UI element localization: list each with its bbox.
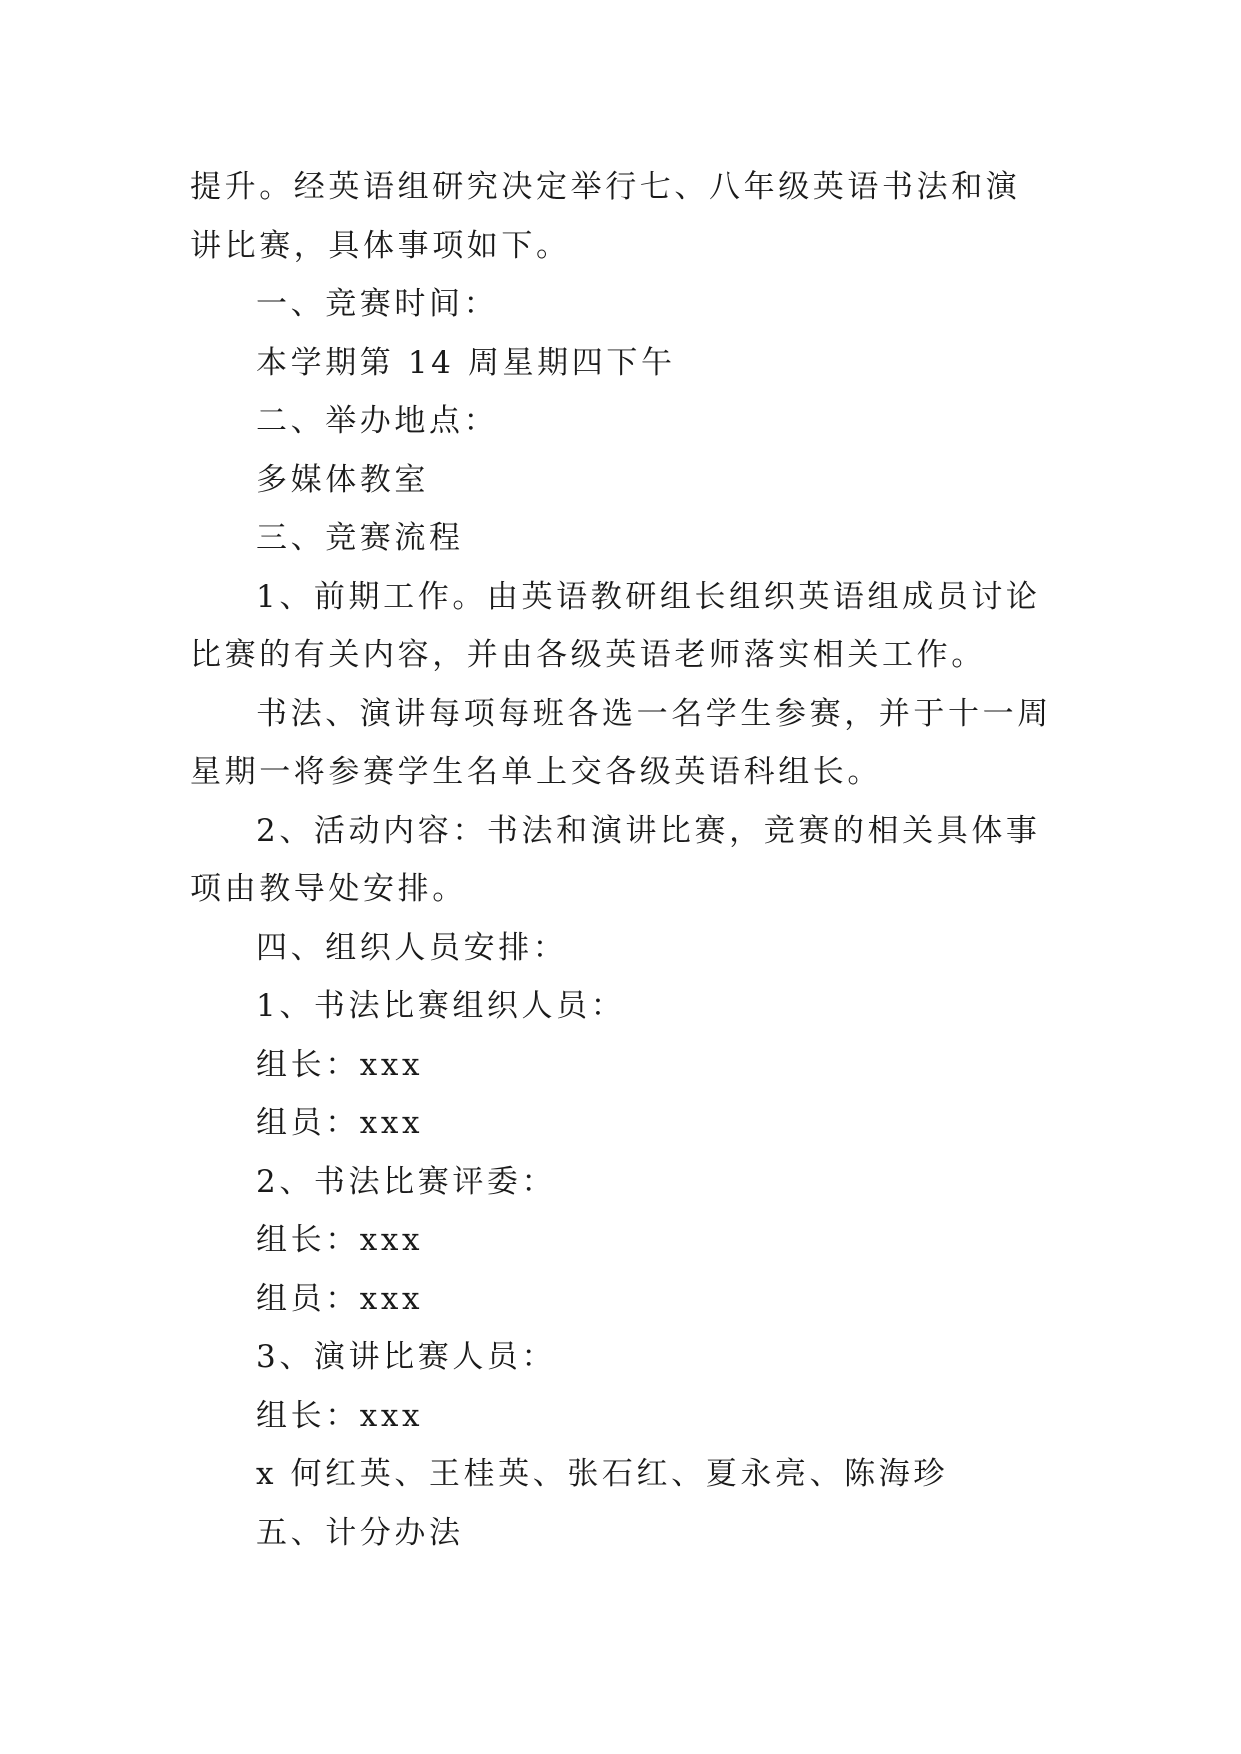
subheading-calligraphy-organizers: 1、书法比赛组织人员： (256, 988, 626, 1024)
paragraph-venue: 多媒体教室 (256, 461, 429, 498)
calligraphy-organizer-leader: 组长：xxx (256, 1046, 424, 1083)
heading-scoring-method: 五、计分办法 (256, 1514, 464, 1551)
heading-venue: 二、举办地点： (256, 403, 499, 439)
paragraph-preparation: 1、前期工作。由英语教研组长组织英语组成员讨论比赛的有关内容，并由各级英语老师落实相关工作。 (190, 578, 1041, 673)
heading-procedure: 三、竞赛流程 (256, 520, 464, 556)
heading-staff-arrangement: 四、组织人员安排： (256, 929, 568, 966)
calligraphy-judge-leader: 组长：xxx (256, 1222, 424, 1258)
paragraph-intro-continuation: 提升。经英语组研究决定举行七、八年级英语书法和演讲比赛，具体事项如下。 (190, 169, 1021, 264)
subheading-calligraphy-judges: 2、书法比赛评委： (256, 1163, 557, 1200)
subheading-speech-staff: 3、演讲比赛人员： (256, 1339, 557, 1375)
speech-staff-members: x 何红英、王桂英、张石红、夏永亮、陈海珍 (256, 1456, 948, 1492)
calligraphy-judge-members: 组员：xxx (256, 1280, 424, 1317)
paragraph-activity-content: 2、活动内容：书法和演讲比赛，竞赛的相关具体事项由教导处安排。 (190, 812, 1041, 907)
calligraphy-organizer-members: 组员：xxx (256, 1105, 424, 1141)
document-body (190, 158, 1052, 1562)
heading-competition-time: 一、竞赛时间： (256, 286, 499, 322)
paragraph-competition-time: 本学期第 14 周星期四下午 (256, 344, 676, 381)
speech-staff-leader: 组长：xxx (256, 1397, 424, 1434)
paragraph-selection: 书法、演讲每项每班各选一名学生参赛，并于十一周星期一将参赛学生名单上交各级英语科组长。 (190, 695, 1052, 790)
